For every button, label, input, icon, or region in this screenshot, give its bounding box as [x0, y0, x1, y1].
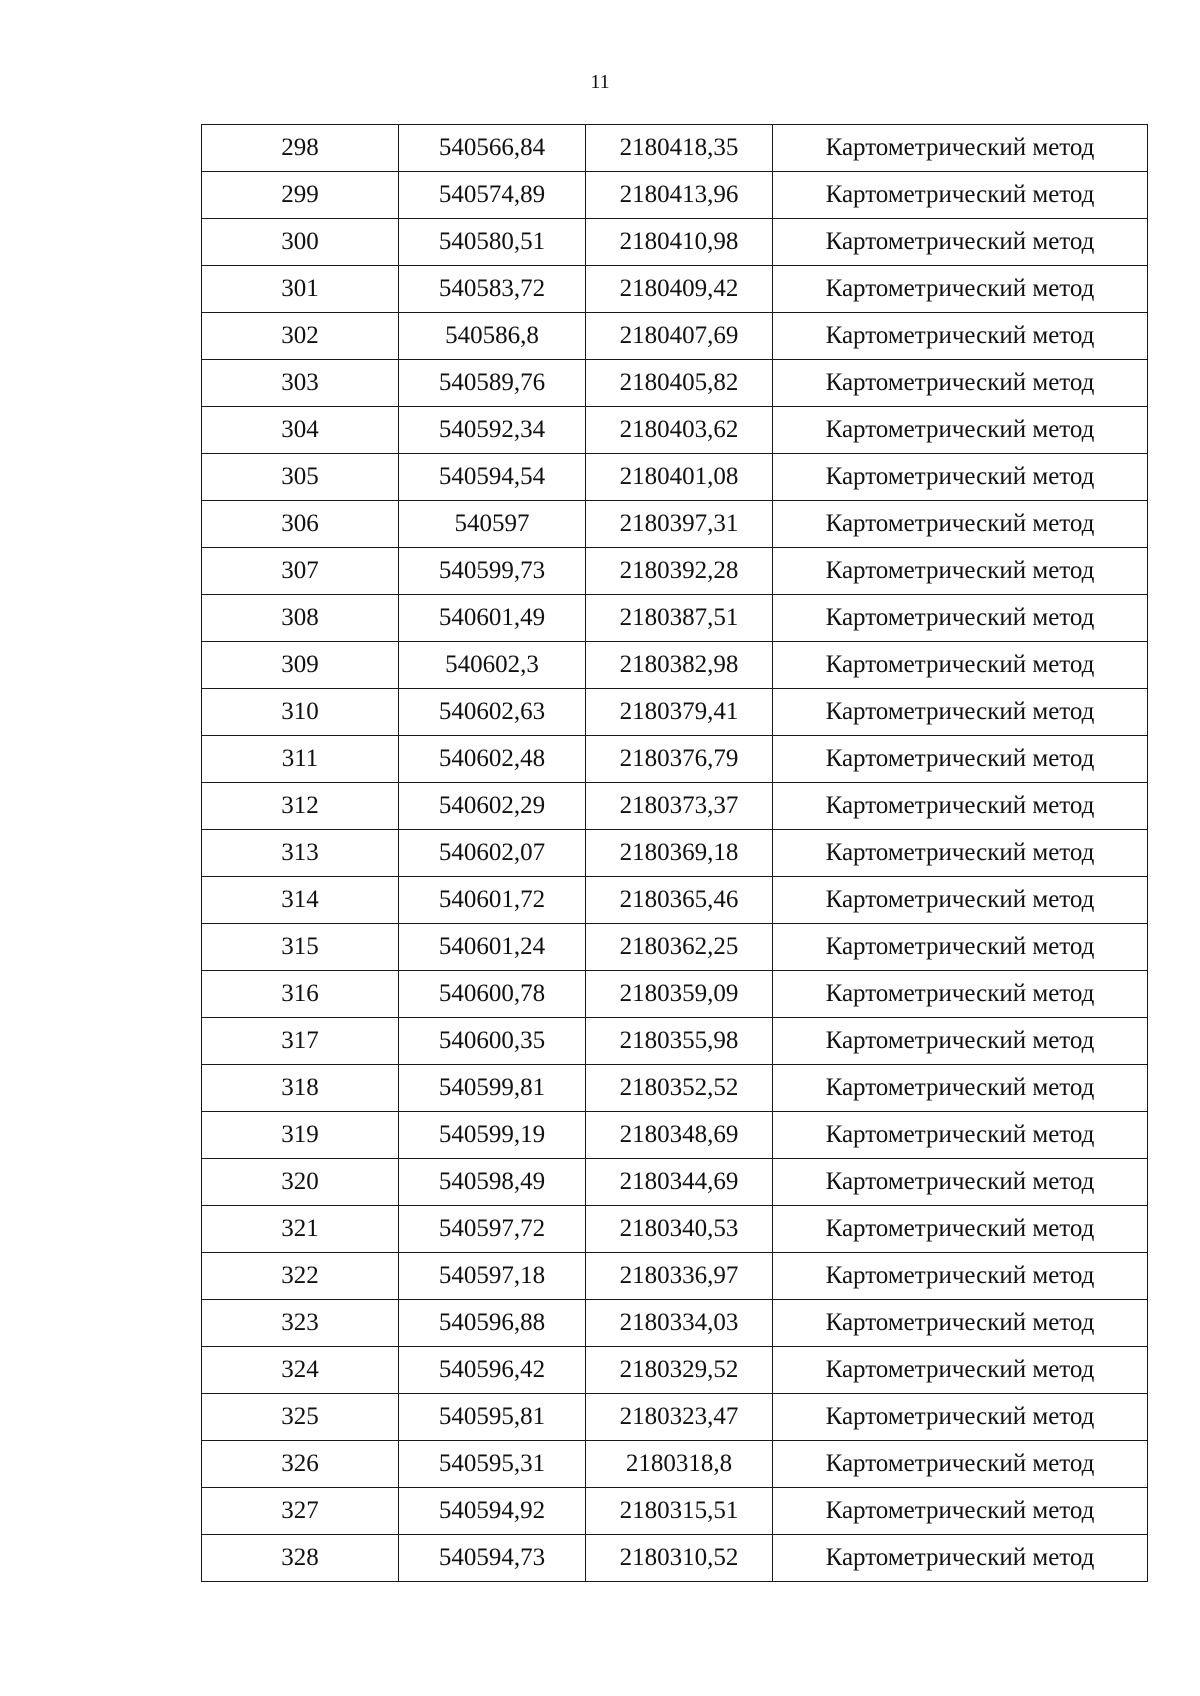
y-coordinate-cell: 2180376,79 — [586, 736, 773, 783]
x-coordinate-cell: 540601,72 — [399, 877, 586, 924]
y-coordinate-cell: 2180405,82 — [586, 360, 773, 407]
method-cell: Картометрический метод — [773, 501, 1148, 548]
point-number-cell: 324 — [202, 1347, 399, 1394]
method-cell: Картометрический метод — [773, 1347, 1148, 1394]
point-number-cell: 312 — [202, 783, 399, 830]
point-number-cell: 328 — [202, 1535, 399, 1582]
y-coordinate-cell: 2180348,69 — [586, 1112, 773, 1159]
point-number-cell: 314 — [202, 877, 399, 924]
method-cell: Картометрический метод — [773, 360, 1148, 407]
point-number-cell: 302 — [202, 313, 399, 360]
method-cell: Картометрический метод — [773, 219, 1148, 266]
table-row — [202, 313, 1148, 360]
x-coordinate-cell: 540597 — [399, 501, 586, 548]
x-coordinate-cell: 540597,18 — [399, 1253, 586, 1300]
point-number-cell: 304 — [202, 407, 399, 454]
y-coordinate-cell: 2180373,37 — [586, 783, 773, 830]
point-number-cell: 301 — [202, 266, 399, 313]
method-cell: Картометрический метод — [773, 1206, 1148, 1253]
method-cell: Картометрический метод — [773, 689, 1148, 736]
x-coordinate-cell: 540602,3 — [399, 642, 586, 689]
table-row — [202, 172, 1148, 219]
page-number: 11 — [590, 71, 610, 93]
table-row — [202, 1253, 1148, 1300]
x-coordinate-cell: 540599,19 — [399, 1112, 586, 1159]
method-cell: Картометрический метод — [773, 1112, 1148, 1159]
y-coordinate-cell: 2180403,62 — [586, 407, 773, 454]
x-coordinate-cell: 540583,72 — [399, 266, 586, 313]
method-cell: Картометрический метод — [773, 125, 1148, 172]
method-cell: Картометрический метод — [773, 1535, 1148, 1582]
method-cell: Картометрический метод — [773, 313, 1148, 360]
method-cell: Картометрический метод — [773, 783, 1148, 830]
y-coordinate-cell: 2180336,97 — [586, 1253, 773, 1300]
table-row — [202, 924, 1148, 971]
method-cell: Картометрический метод — [773, 1300, 1148, 1347]
table-row — [202, 548, 1148, 595]
x-coordinate-cell: 540595,31 — [399, 1441, 586, 1488]
x-coordinate-cell: 540601,49 — [399, 595, 586, 642]
method-cell: Картометрический метод — [773, 1253, 1148, 1300]
y-coordinate-cell: 2180382,98 — [586, 642, 773, 689]
method-cell: Картометрический метод — [773, 642, 1148, 689]
x-coordinate-cell: 540602,07 — [399, 830, 586, 877]
y-coordinate-cell: 2180344,69 — [586, 1159, 773, 1206]
method-cell: Картометрический метод — [773, 1159, 1148, 1206]
x-coordinate-cell: 540589,76 — [399, 360, 586, 407]
table-row — [202, 1300, 1148, 1347]
method-cell: Картометрический метод — [773, 172, 1148, 219]
table-row — [202, 1394, 1148, 1441]
x-coordinate-cell: 540602,63 — [399, 689, 586, 736]
point-number-cell: 298 — [202, 125, 399, 172]
method-cell: Картометрический метод — [773, 1394, 1148, 1441]
x-coordinate-cell: 540599,73 — [399, 548, 586, 595]
method-cell: Картометрический метод — [773, 266, 1148, 313]
x-coordinate-cell: 540602,48 — [399, 736, 586, 783]
y-coordinate-cell: 2180418,35 — [586, 125, 773, 172]
point-number-cell: 315 — [202, 924, 399, 971]
y-coordinate-cell: 2180392,28 — [586, 548, 773, 595]
x-coordinate-cell: 540592,34 — [399, 407, 586, 454]
y-coordinate-cell: 2180329,52 — [586, 1347, 773, 1394]
x-coordinate-cell: 540600,35 — [399, 1018, 586, 1065]
table-row — [202, 642, 1148, 689]
table-row — [202, 1535, 1148, 1582]
point-number-cell: 303 — [202, 360, 399, 407]
y-coordinate-cell: 2180340,53 — [586, 1206, 773, 1253]
point-number-cell: 308 — [202, 595, 399, 642]
table-row — [202, 1488, 1148, 1535]
y-coordinate-cell: 2180387,51 — [586, 595, 773, 642]
method-cell: Картометрический метод — [773, 548, 1148, 595]
point-number-cell: 326 — [202, 1441, 399, 1488]
table-row — [202, 1441, 1148, 1488]
table-row — [202, 360, 1148, 407]
x-coordinate-cell: 540596,42 — [399, 1347, 586, 1394]
point-number-cell: 305 — [202, 454, 399, 501]
table-row — [202, 266, 1148, 313]
table-row — [202, 1065, 1148, 1112]
method-cell: Картометрический метод — [773, 1018, 1148, 1065]
table-row — [202, 501, 1148, 548]
x-coordinate-cell: 540595,81 — [399, 1394, 586, 1441]
point-number-cell: 320 — [202, 1159, 399, 1206]
table-row — [202, 595, 1148, 642]
y-coordinate-cell: 2180365,46 — [586, 877, 773, 924]
point-number-cell: 313 — [202, 830, 399, 877]
table-row — [202, 1112, 1148, 1159]
point-number-cell: 325 — [202, 1394, 399, 1441]
x-coordinate-cell: 540594,54 — [399, 454, 586, 501]
y-coordinate-cell: 2180407,69 — [586, 313, 773, 360]
x-coordinate-cell: 540601,24 — [399, 924, 586, 971]
table-row — [202, 1206, 1148, 1253]
coordinates-table-body — [202, 125, 1148, 1582]
y-coordinate-cell: 2180379,41 — [586, 689, 773, 736]
point-number-cell: 319 — [202, 1112, 399, 1159]
y-coordinate-cell: 2180352,52 — [586, 1065, 773, 1112]
point-number-cell: 323 — [202, 1300, 399, 1347]
table-row — [202, 736, 1148, 783]
point-number-cell: 299 — [202, 172, 399, 219]
table-row — [202, 783, 1148, 830]
table-row — [202, 1347, 1148, 1394]
y-coordinate-cell: 2180397,31 — [586, 501, 773, 548]
y-coordinate-cell: 2180413,96 — [586, 172, 773, 219]
y-coordinate-cell: 2180359,09 — [586, 971, 773, 1018]
y-coordinate-cell: 2180318,8 — [586, 1441, 773, 1488]
table-row — [202, 689, 1148, 736]
x-coordinate-cell: 540599,81 — [399, 1065, 586, 1112]
point-number-cell: 300 — [202, 219, 399, 266]
y-coordinate-cell: 2180401,08 — [586, 454, 773, 501]
point-number-cell: 318 — [202, 1065, 399, 1112]
method-cell: Картометрический метод — [773, 1488, 1148, 1535]
method-cell: Картометрический метод — [773, 1441, 1148, 1488]
method-cell: Картометрический метод — [773, 736, 1148, 783]
table-row — [202, 971, 1148, 1018]
method-cell: Картометрический метод — [773, 877, 1148, 924]
point-number-cell: 310 — [202, 689, 399, 736]
point-number-cell: 306 — [202, 501, 399, 548]
y-coordinate-cell: 2180315,51 — [586, 1488, 773, 1535]
point-number-cell: 316 — [202, 971, 399, 1018]
x-coordinate-cell: 540586,8 — [399, 313, 586, 360]
x-coordinate-cell: 540566,84 — [399, 125, 586, 172]
table-row — [202, 1159, 1148, 1206]
coordinates-table — [201, 124, 1148, 1582]
point-number-cell: 307 — [202, 548, 399, 595]
x-coordinate-cell: 540596,88 — [399, 1300, 586, 1347]
table-row — [202, 219, 1148, 266]
y-coordinate-cell: 2180362,25 — [586, 924, 773, 971]
method-cell: Картометрический метод — [773, 971, 1148, 1018]
table-row — [202, 877, 1148, 924]
x-coordinate-cell: 540580,51 — [399, 219, 586, 266]
point-number-cell: 327 — [202, 1488, 399, 1535]
point-number-cell: 317 — [202, 1018, 399, 1065]
table-row — [202, 407, 1148, 454]
x-coordinate-cell: 540597,72 — [399, 1206, 586, 1253]
y-coordinate-cell: 2180409,42 — [586, 266, 773, 313]
table-row — [202, 454, 1148, 501]
x-coordinate-cell: 540594,92 — [399, 1488, 586, 1535]
y-coordinate-cell: 2180334,03 — [586, 1300, 773, 1347]
method-cell: Картометрический метод — [773, 924, 1148, 971]
point-number-cell: 322 — [202, 1253, 399, 1300]
method-cell: Картометрический метод — [773, 407, 1148, 454]
y-coordinate-cell: 2180323,47 — [586, 1394, 773, 1441]
point-number-cell: 309 — [202, 642, 399, 689]
table-row — [202, 830, 1148, 877]
x-coordinate-cell: 540602,29 — [399, 783, 586, 830]
x-coordinate-cell: 540574,89 — [399, 172, 586, 219]
point-number-cell: 321 — [202, 1206, 399, 1253]
y-coordinate-cell: 2180355,98 — [586, 1018, 773, 1065]
x-coordinate-cell: 540598,49 — [399, 1159, 586, 1206]
y-coordinate-cell: 2180369,18 — [586, 830, 773, 877]
method-cell: Картометрический метод — [773, 830, 1148, 877]
method-cell: Картометрический метод — [773, 454, 1148, 501]
method-cell: Картометрический метод — [773, 595, 1148, 642]
y-coordinate-cell: 2180410,98 — [586, 219, 773, 266]
y-coordinate-cell: 2180310,52 — [586, 1535, 773, 1582]
method-cell: Картометрический метод — [773, 1065, 1148, 1112]
point-number-cell: 311 — [202, 736, 399, 783]
x-coordinate-cell: 540600,78 — [399, 971, 586, 1018]
x-coordinate-cell: 540594,73 — [399, 1535, 586, 1582]
table-row — [202, 1018, 1148, 1065]
table-row — [202, 125, 1148, 172]
